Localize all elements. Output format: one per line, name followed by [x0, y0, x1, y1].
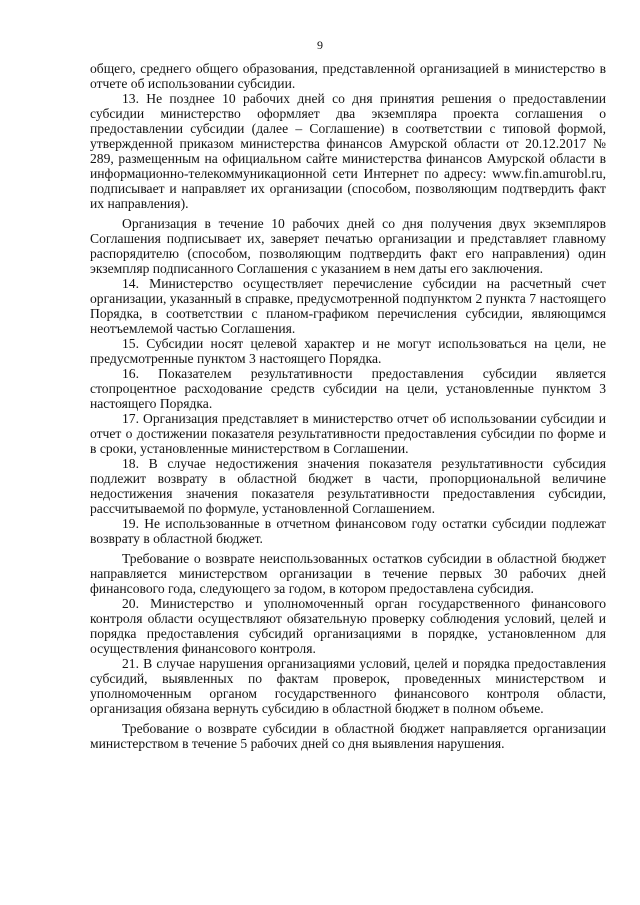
- paragraph-item-14: 14. Министерство осуществляет перечисление субсидии на расчетный счет организации, указанный в справке, предусмотренной подпунктом 2 пункта 7 настоящего Порядка, в соответствии с планом-графиком перечисления субсидии, являющимся неотъемлемой частью Соглашения.: [90, 276, 606, 336]
- paragraph-item-21: 21. В случае нарушения организациями условий, целей и порядка предоставления субсидий, выявленных по фактам проверок, проведенных министерством и уполномоченным органом государственного финансового контроля области, организация обязана вернуть субсидию в областной бюджет в полном объеме.: [90, 656, 606, 716]
- paragraph-item-17: 17. Организация представляет в министерство отчет об использовании субсидии и отчет о достижении показателя результативности предоставления субсидии по форме и в сроки, установленные министерством в Соглашении.: [90, 411, 606, 456]
- paragraph-item-18: 18. В случае недостижения значения показателя результативности субсидия подлежит возврату в областной бюджет в части, пропорциональной величине недостижения значения показателя результативности предоставления субсидии, рассчитываемой по формуле, установленной Соглашением.: [90, 456, 606, 516]
- paragraph-continuation: общего, среднего общего образования, представленной организацией в министерство в отчете об использовании субсидии.: [90, 61, 606, 91]
- document-body: [90, 61, 606, 751]
- paragraph-item-19-continued: Требование о возврате неиспользованных остатков субсидии в областной бюджет направляется министерством организации в течение первых 30 рабочих дней финансового года, следующего за годом, в котором предоставлена субсидия.: [90, 551, 606, 596]
- paragraph-item-16: 16. Показателем результативности предоставления субсидии является стопроцентное расходование средств субсидии на цели, установленные пунктом 3 настоящего Порядка.: [90, 366, 606, 411]
- paragraph-item-19: 19. Не использованные в отчетном финансовом году остатки субсидии подлежат возврату в областной бюджет.: [90, 516, 606, 546]
- paragraph-item-15: 15. Субсидии носят целевой характер и не могут использоваться на цели, не предусмотренные пунктом 3 настоящего Порядка.: [90, 336, 606, 366]
- paragraph-item-21-continued: Требование о возврате субсидии в областной бюджет направляется организации министерством в течение 5 рабочих дней со дня выявления нарушения.: [90, 721, 606, 751]
- paragraph-item-20: 20. Министерство и уполномоченный орган государственного финансового контроля области осуществляют обязательную проверку соблюдения условий, целей и порядка предоставления субсидий организациями в порядке, установленном для осуществления финансового контроля.: [90, 596, 606, 656]
- paragraph-item-13: 13. Не позднее 10 рабочих дней со дня принятия решения о предоставлении субсидии министерство оформляет два экземпляра проекта соглашения о предоставлении субсидии (далее – Соглашение) в соответствии с типовой формой, утвержденной приказом министерства финансов Амурской области от 20.12.2017 № 289, размещенным на официальном сайте министерства финансов Амурской области в информационно-телекоммуникационной сети Интернет по адресу: www.fin.amurobl.ru, подписывает и направляет их организации (способом, позволяющим подтвердить факт их направления).: [90, 91, 606, 211]
- paragraph-item-13-continued: Организация в течение 10 рабочих дней со дня получения двух экземпляров Соглашения подписывает их, заверяет печатью организации и представляет главному распорядителю (способом, позволяющим подтвердить факт его направления) один экземпляр подписанного Соглашения с указанием в нем даты его заключения.: [90, 216, 606, 276]
- page-number: 9: [317, 38, 323, 52]
